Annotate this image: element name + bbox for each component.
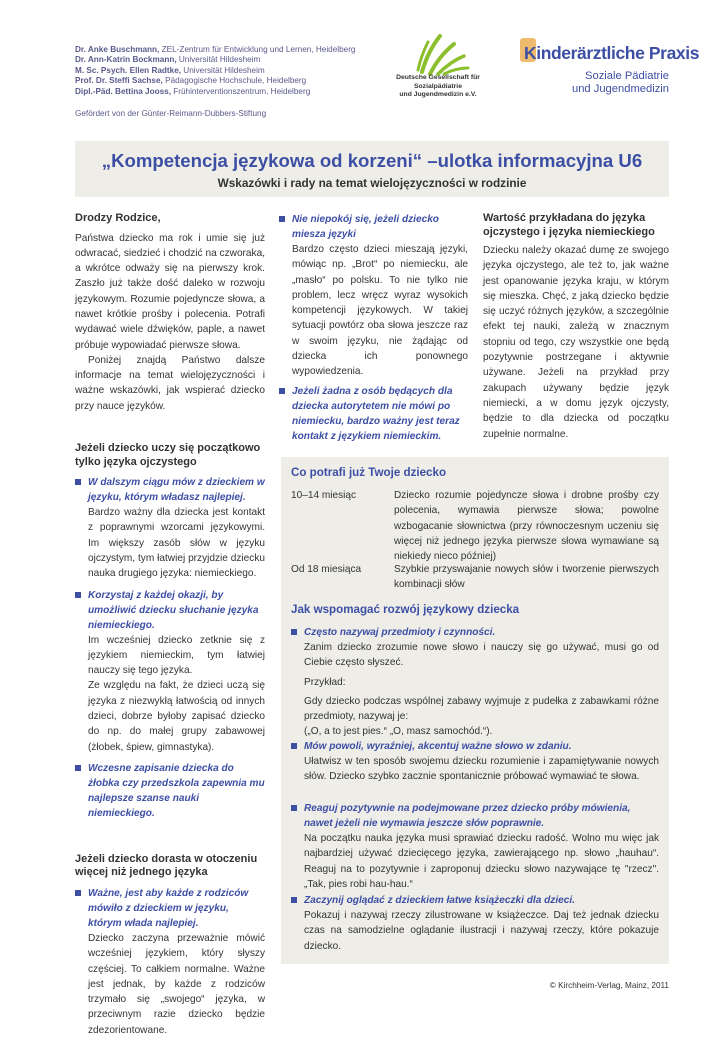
tip-title: Reaguj pozytywnie na podejmowane przez dziecko próby mówienia, nawet jeżeli nie wymawia jeszcze słów poprawnie. — [304, 803, 631, 829]
tip-title: Jeżeli żadna z osób będących dla dziecka autorytetem nie mówi po niemiecku, bardzo ważny jest teraz kontakt z językiem niemieckim. — [292, 385, 460, 442]
bullet-square-icon — [291, 743, 297, 749]
author-affiliation: Universität Hildesheim — [181, 65, 265, 75]
tip-body: Im wcześniej dziecko zetknie się z językiem niemieckim, tym łatwiej nauczy się tego języka. — [88, 634, 265, 677]
milestone-row — [291, 488, 659, 564]
kp-logo-title: Kinderärztliche Praxis — [524, 43, 700, 63]
author-affiliation: Frühinterventionszentrum, Heidelberg — [171, 86, 311, 96]
milestone-description: Szybkie przyswajanie nowych słów i tworzenie pierwszych kombinacji słów — [394, 564, 659, 591]
milestone-row — [291, 562, 659, 594]
tip-body: Ze względu na fakt, że dzieci uczą się języka z niezwykłą łatwością od innych dzieci, dobrze byłoby zapisać dziecko do np. do małej grupy zabawowej (żłobek, śpiew, gimnastyka). — [88, 680, 265, 753]
kp-subtitle-line: Soziale Pädiatrie — [585, 70, 669, 82]
tip-item — [291, 801, 659, 892]
tip-body: Pokazuj i nazywaj rzeczy zilustrowane w książeczce. Daj też jednak dziecku czas na samodzielne oglądanie ilustracji i nazywaj rzeczy, które pokazuje dziecko. — [304, 910, 659, 952]
page-title: „Kompetencja językowa od korzeni“ –ulotka informacyjna U6 — [101, 150, 643, 171]
copyright-note: © Kirchheim-Verlag, Mainz, 2011 — [549, 981, 669, 990]
tip-item — [75, 761, 265, 821]
tip-item — [75, 475, 265, 581]
section-heading: Jeżeli dziecko uczy się początkowo tylko języka ojczystego — [75, 442, 261, 468]
author-row — [75, 55, 395, 65]
section-heading: Jeżeli dziecko dorasta w otoczeniu więcej niż jednego języka — [75, 852, 258, 879]
author-affiliation: Pädagogische Hochschule, Heidelberg — [162, 76, 307, 86]
tip-title: Zaczynij oglądać z dzieckiem łatwe książeczki dla dzieci. — [304, 895, 575, 906]
bullet-square-icon — [75, 479, 81, 485]
author-name: Dipl.-Päd. Bettina Jooss, — [75, 86, 171, 96]
bullet-square-icon — [291, 805, 297, 811]
page-subtitle: Wskazówki i rady na temat wielojęzyczności w rodzinie — [217, 176, 527, 190]
bullet-square-icon — [75, 592, 81, 598]
column-right — [483, 212, 669, 442]
author-name: Prof. Dr. Steffi Sachse, — [75, 76, 163, 86]
bullet-square-icon — [291, 629, 297, 635]
milestone-description: Dziecko rozumie pojedyncze słowa i drobne prośby czy polecenia, wymawia pierwsze słowa; powolne wzbogacanie słownictwa (przy równoczesnym uczeniu się więcej niż jednego języka pierwsze słowa wymawiane są niekiedy nieco później) — [394, 490, 659, 563]
dgspj-line: und Jugendmedizin e.V. — [399, 91, 477, 99]
author-row — [75, 66, 395, 76]
tip-title: Mów powoli, wyraźniej, akcentuj ważne słowo w zdaniu. — [304, 741, 572, 752]
bullet-square-icon — [75, 890, 81, 896]
bullet-square-icon — [75, 765, 81, 771]
tip-body: Ułatwisz w ten sposób swojemu dziecku rozumienie i zapamiętywanie nowych słów. Dziecko szybko zacznie spontanicznie próbować wymawiać te słowa. — [304, 756, 659, 783]
tip-body: Na początku nauka języka musi sprawiać dziecku radość. Wolno mu więc jak najbardziej używać dziecięcego języka, zawierającego np. słowo „hauhau“. Reaguj na to pozytywnie i zaproponuj dziecku słowo nazywające tę "rzecz". „Tak, pies robi hau-hau.“ — [304, 833, 659, 890]
section-heading: Wartość przykładana do języka ojczystego i języka niemieckiego — [483, 212, 655, 238]
dgspj-line: Deutsche Gesellschaft für Sozialpädiatrie — [396, 74, 480, 90]
bullet-square-icon — [279, 216, 285, 222]
tip-title: Nie niepokój się, jeżeli dziecko miesza języki — [292, 214, 439, 240]
column-left — [75, 212, 265, 1038]
milestone-age: Od 18 miesiąca — [291, 564, 362, 575]
kp-subtitle-line: und Jugendmedizin — [571, 83, 669, 95]
author-row — [75, 76, 395, 86]
author-name: M. Sc. Psych. Ellen Radtke, — [75, 65, 182, 75]
tip-body: Bardzo często dzieci mieszają języki, mówiąc np. „Brot“ po niemiecku, ale „masło“ po polsku. To nie tylko nie problem, lecz wręcz wyraz wysokich kompetencji językowych. W takiej sytuacji powtórz oba słowa jeszcze raz w swoim języku, nie żądając od dziecka ich ponownego wypowiedzenia. — [292, 244, 468, 378]
author-row — [75, 45, 395, 55]
tip-item — [75, 886, 265, 1038]
example-label: Przykład: — [304, 676, 346, 688]
greeting: Drodzy Rodzice, — [75, 212, 161, 224]
milestone-age: 10–14 miesiąc — [291, 490, 357, 501]
tip-item — [279, 212, 468, 380]
tip-body: Bardzo ważny dla dziecka jest kontakt z poprawnymi wzorcami językowymi. Im większy zasób słów w języku ojczystym, tym łatwiej przyjdzie dziecku nauka drugiego języka: niemieckiego. — [88, 507, 265, 580]
author-list — [75, 45, 395, 97]
tip-title: Korzystaj z każdej okazji, by umożliwić dziecku słuchanie języka niemieckiego. — [88, 589, 259, 631]
funding-note: Gefördert von der Günter-Reimann-Dubbers-Stiftung — [75, 109, 267, 118]
kp-logo-subtitle — [572, 70, 669, 96]
tip-item — [291, 739, 659, 785]
author-affiliation: Universität Hildesheim — [176, 55, 261, 65]
title-banner — [75, 141, 669, 197]
bullet-square-icon — [279, 388, 285, 394]
info-box — [281, 457, 669, 964]
intro-paragraph: Państwa dziecko ma rok i umie się już odwracać, siedzieć i chodzić na czworaka, a wkrótce odważy się na pierwszy krok. Zaszło już także dość daleko w rozwoju językowym. Rozumie pojedyncze słowa, a nawet krótkie prośby i polecenia. Potrafi wydawać wiele dźwięków, paple, a nawet próbuje wypowiadać pierwsze słowa. — [75, 232, 265, 351]
example-text: Gdy dziecko podczas wspólnej zabawy wyjmuje z pudełka z zabawkami różne przedmioty, nazywaj je: — [304, 695, 659, 723]
tip-title: Często nazywaj przedmioty i czynności. — [304, 627, 496, 638]
tip-title: Ważne, jest aby każde z rodziców mówiło z dzieckiem w języku, którym włada najlepiej. — [88, 887, 249, 929]
tip-title: W dalszym ciągu mów z dzieckiem w języku, którym władasz najlepiej. — [88, 477, 265, 504]
author-name: Dr. Anke Buschmann, — [75, 45, 160, 54]
intro-paragraph: Poniżej znajdą Państwo dalsze informacje na temat wielojęzyczności i ważne wskazówki, jak wspierać dziecko przy nauce języków. — [75, 354, 265, 412]
author-row — [75, 87, 395, 97]
bullet-square-icon — [291, 897, 297, 903]
tip-body: Zanim dziecko zrozumie nowe słowo i nauczy się go używać, musi go od Ciebie często słyszeć. — [304, 642, 659, 669]
column-middle — [279, 212, 468, 444]
box-heading: Co potrafi już Twoje dziecko — [291, 466, 447, 479]
body-paragraph: Dziecku należy okazać dumę ze swojego języka ojczystego, ale też to, jak ważne jest opanowanie języka kraju, w którym się mieszka. Chęć, z jaką dziecko będzie się uczyć różnych języków, a szczególnie efekt tej nauki, zależą w znacznym stopniu od tego, czy wszystkie one będą pozytywnie postrzegane i aktywnie używane. Jeżeli na przykład przy zakupach używany będzie język niemiecki, a w domu język ojczysty, będzie to dla dziecka od początku zupełnie normalne. — [483, 245, 669, 440]
tip-item — [75, 588, 265, 755]
tip-title: Wczesne zapisanie dziecka do żłobka czy przedszkola zapewnia mu najlepsze szanse nauki niemieckiego. — [88, 762, 265, 819]
example-quote: („O, a to jest pies.“ „O, masz samochód.“). — [304, 726, 493, 738]
tip-item — [279, 384, 468, 444]
author-name: Dr. Ann-Katrin Bockmann, — [75, 55, 177, 65]
tip-body: Dziecko zaczyna przeważnie mówić wcześniej językiem, który słyszy częściej. To całkiem normalne. Ważne jest jednak, by każde z rodziców trzymało się „swojego“ języka, w przeciwnym razie dziecko będzie zdezorientowane. — [88, 932, 265, 1036]
tip-item — [291, 893, 659, 954]
tip-item — [291, 625, 659, 740]
dgspj-name — [378, 74, 498, 100]
author-affiliation: ZEL-Zentrum für Entwicklung und Lernen, Heidelberg — [159, 45, 356, 54]
box-heading: Jak wspomagać rozwój językowy dziecka — [291, 603, 520, 616]
